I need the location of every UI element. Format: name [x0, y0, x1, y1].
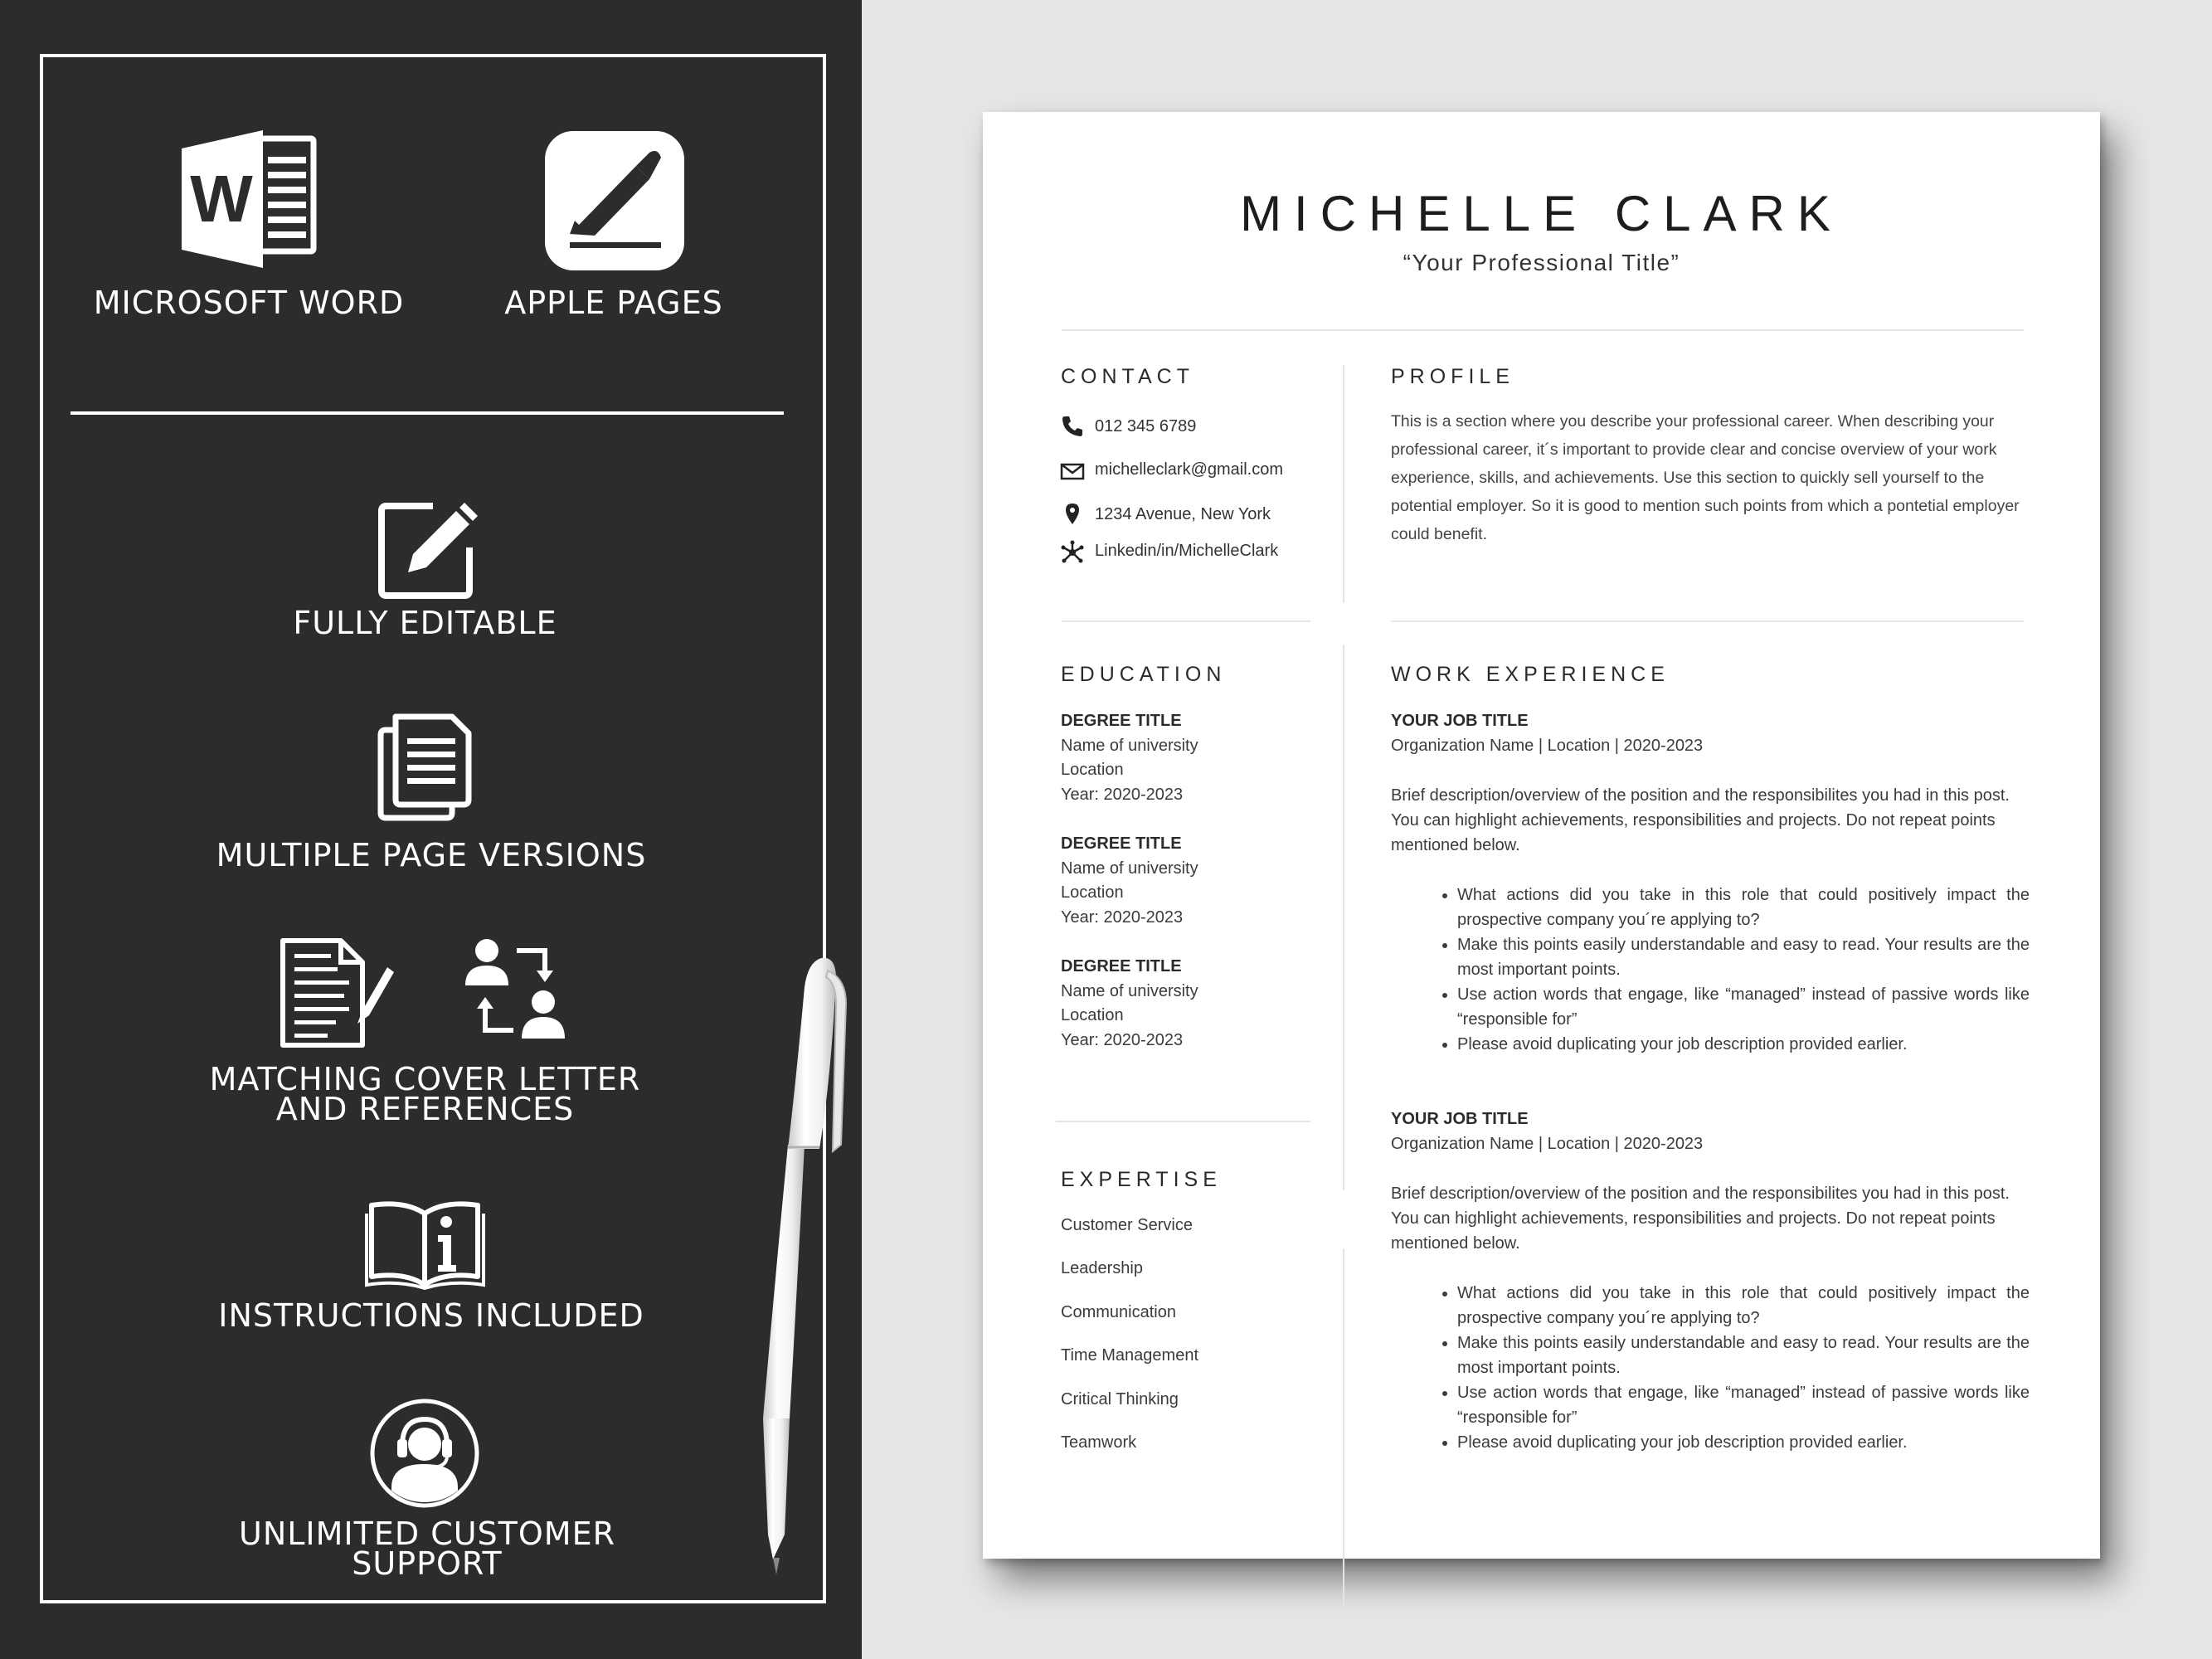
job-description-line: Brief description/overview of the position and the responsibilites you had in this post. — [1391, 786, 2010, 805]
pages-stack-icon — [377, 713, 473, 821]
profile-line: potential employer. So it is good to mention such points from which a pontetial employer — [1391, 497, 2020, 515]
expertise-item: Critical Thinking — [1061, 1390, 1179, 1408]
university-name: Name of university — [1061, 859, 1198, 878]
location-pin-icon — [1060, 502, 1085, 527]
contact-linkedin: Linkedin/in/MichelleClark — [1095, 542, 1279, 560]
work-experience-heading: WORK EXPERIENCE — [1391, 663, 1670, 686]
job-bullet: • What actions did you take in this role that could positively impact the prospective company you´re applying to? — [1457, 1281, 2030, 1331]
profile-text — [1391, 407, 2023, 548]
profile-line: experience, skills, and achievements. Use this section to quickly sell yourself to the — [1391, 469, 1985, 487]
expertise-heading: EXPERTISE — [1061, 1168, 1222, 1191]
education-year: Year: 2020-2023 — [1061, 907, 1184, 927]
job-entry — [1391, 1107, 2030, 1455]
contact-divider — [1062, 620, 1310, 622]
svg-text:W: W — [190, 162, 253, 236]
cover-letter-label-line1: MATCHING COVER LETTER — [209, 1061, 641, 1097]
education-year: Year: 2020-2023 — [1061, 1030, 1184, 1049]
degree-title: DEGREE TITLE — [1061, 834, 1182, 853]
document-pen-icon — [280, 937, 396, 1049]
job-description-line: mentioned below. — [1391, 836, 1520, 854]
education-divider — [1056, 1121, 1310, 1122]
customer-support-label-line2: SUPPORT — [352, 1545, 503, 1582]
education-item — [1061, 832, 1198, 930]
fully-editable-label: FULLY EDITABLE — [293, 605, 557, 641]
microsoft-word-label: MICROSOFT WORD — [93, 285, 405, 321]
job-description — [1391, 783, 2030, 858]
profile-line: could benefit. — [1391, 525, 1488, 543]
job-bullet: • Please avoid duplicating your job description provided earlier. — [1457, 1032, 2030, 1057]
contact-email: michelleclark@gmail.com — [1095, 460, 1284, 479]
resume-page — [983, 112, 2100, 1559]
expertise-item: Leadership — [1061, 1259, 1143, 1277]
header-divider — [1062, 329, 2024, 331]
job-bullet: • Use action words that engage, like “managed” instead of passive words like “responsible for” — [1457, 982, 2030, 1032]
mail-icon — [1060, 459, 1085, 484]
education-item — [1061, 709, 1198, 807]
education-location: Location — [1061, 1006, 1124, 1024]
linkedin-network-icon — [1060, 540, 1085, 565]
column-divider — [1343, 1248, 1344, 1607]
job-organization: Organization Name | Location | 2020-2023 — [1391, 1135, 1704, 1153]
apple-pages-label: APPLE PAGES — [504, 285, 723, 321]
job-bullet: • What actions did you take in this role that could positively impact the prospective company you´re applying to? — [1457, 883, 2030, 932]
profile-divider — [1391, 620, 2024, 622]
education-item — [1061, 955, 1198, 1053]
job-bullet: • Make this points easily understandable and easy to read. Your results are the most important points. — [1457, 1331, 2030, 1380]
expertise-item: Time Management — [1061, 1346, 1198, 1365]
profile-line: professional career, it´s important to provide clear and concise overview of your work — [1391, 440, 1997, 459]
contact-phone: 012 345 6789 — [1095, 417, 1197, 435]
job-bullets — [1391, 1281, 2030, 1455]
cover-letter-label-line2: AND REFERENCES — [275, 1091, 575, 1127]
people-exchange-icon — [462, 936, 570, 1048]
expertise-item: Teamwork — [1061, 1433, 1137, 1452]
job-entry — [1391, 708, 2030, 1057]
book-info-icon — [365, 1199, 485, 1290]
job-bullets — [1391, 883, 2030, 1057]
resume-professional-title: “Your Professional Title” — [1403, 250, 1680, 275]
job-bullet: • Use action words that engage, like “managed” instead of passive words like “responsible for” — [1457, 1380, 2030, 1430]
job-description — [1391, 1181, 2030, 1256]
university-name: Name of university — [1061, 981, 1198, 1000]
column-divider — [1343, 645, 1344, 1190]
instructions-included-label: INSTRUCTIONS INCLUDED — [218, 1297, 644, 1334]
degree-title: DEGREE TITLE — [1061, 712, 1182, 730]
job-description-line: You can highlight achievements, responsibilities and projects. Do not repeat points — [1391, 811, 1996, 830]
job-description-line: mentioned below. — [1391, 1234, 1520, 1253]
expertise-item: Communication — [1061, 1303, 1176, 1321]
customer-support-label-line1: UNLIMITED CUSTOMER — [239, 1515, 615, 1552]
column-divider — [1343, 365, 1344, 603]
job-title: YOUR JOB TITLE — [1391, 1110, 1529, 1128]
profile-line: This is a section where you describe your professional career. When describing your — [1391, 412, 1995, 431]
university-name: Name of university — [1061, 736, 1198, 755]
education-location: Location — [1061, 761, 1124, 779]
job-description-line: Brief description/overview of the position and the responsibilites you had in this post. — [1391, 1185, 2010, 1203]
education-location: Location — [1061, 883, 1124, 902]
headset-support-icon — [369, 1398, 481, 1510]
job-bullet: • Please avoid duplicating your job description provided earlier. — [1457, 1430, 2030, 1455]
pen-illustration — [722, 954, 879, 1576]
degree-title: DEGREE TITLE — [1061, 957, 1182, 975]
education-year: Year: 2020-2023 — [1061, 785, 1184, 804]
job-organization: Organization Name | Location | 2020-2023 — [1391, 737, 1704, 755]
pages-pen-icon — [545, 131, 684, 270]
job-description-line: You can highlight achievements, responsibilities and projects. Do not repeat points — [1391, 1209, 1996, 1228]
expertise-item: Customer Service — [1061, 1216, 1193, 1234]
panel-divider — [70, 411, 784, 415]
job-title: YOUR JOB TITLE — [1391, 712, 1529, 730]
multiple-page-versions-label: MULTIPLE PAGE VERSIONS — [216, 837, 647, 873]
edit-icon — [375, 498, 479, 601]
education-heading: EDUCATION — [1061, 663, 1227, 686]
phone-icon — [1060, 414, 1085, 439]
word-icon — [178, 129, 319, 270]
job-bullet: • Make this points easily understandable and easy to read. Your results are the most important points. — [1457, 932, 2030, 982]
contact-heading: CONTACT — [1061, 365, 1194, 388]
resume-name: MICHELLE CLARK — [1240, 186, 1843, 241]
profile-heading: PROFILE — [1391, 365, 1514, 388]
contact-address: 1234 Avenue, New York — [1095, 505, 1271, 523]
